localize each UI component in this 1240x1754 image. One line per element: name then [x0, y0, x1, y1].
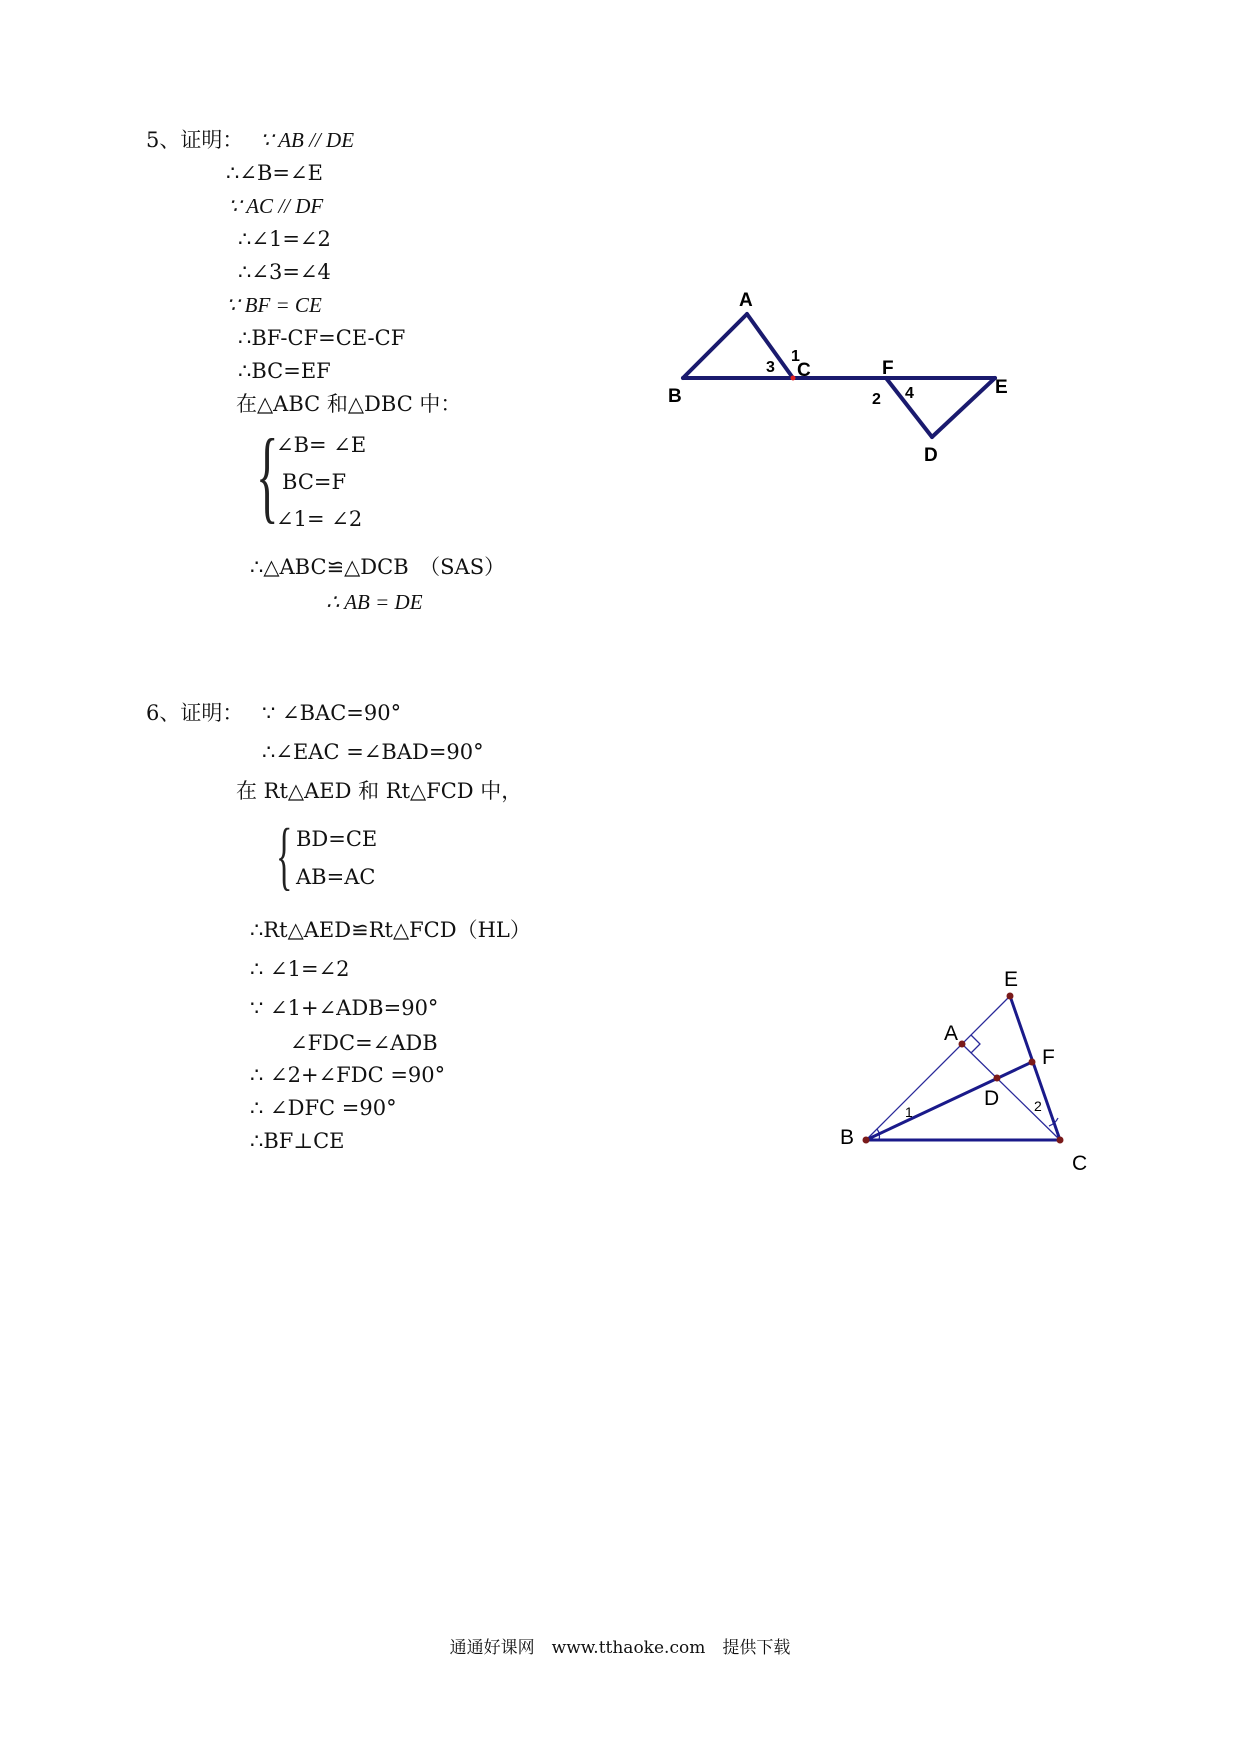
figure-6-points	[863, 993, 1064, 1144]
label-e: E	[1004, 968, 1019, 991]
proof-5-line-9: 在△ABC 和△DBC 中：	[236, 392, 462, 416]
angle-label-1: 1	[905, 1104, 913, 1120]
segment-bf	[866, 1062, 1032, 1140]
label-d: D	[924, 445, 938, 466]
proof-5-conclusion-equal: ∴ AB = DE	[326, 590, 423, 614]
figure-5-lines	[683, 314, 995, 437]
proof-5-line-8: ∴BC=EF	[238, 359, 331, 383]
proof-6-step-1: ∴Rt△AED≌Rt△FCD（HL）	[250, 918, 531, 942]
figure-6-thin-lines	[866, 996, 1060, 1140]
point-e	[1007, 993, 1014, 1000]
label-d: D	[984, 1087, 1000, 1110]
label-a: A	[739, 290, 753, 311]
line-be	[866, 996, 1010, 1140]
proof-5-line-3: ∵ AC // DF	[228, 194, 324, 218]
segment-de	[932, 378, 995, 437]
angle-label-3: 3	[766, 359, 775, 376]
proof-6-step-6: ∴ ∠DFC =90°	[250, 1096, 397, 1120]
page-footer: 通通好课网 www.tthaoke.com 提供下载	[449, 1638, 791, 1658]
proof-6-line-2: ∴∠EAC =∠BAD=90°	[262, 740, 484, 764]
label-a: A	[944, 1022, 959, 1045]
proof-6-line-1: ∵ ∠BAC=90°	[262, 701, 402, 725]
angle-label-4: 4	[905, 385, 914, 402]
label-b: B	[668, 386, 682, 407]
proof-6-step-5: ∴ ∠2+∠FDC =90°	[250, 1063, 446, 1087]
segment-ab	[683, 314, 747, 378]
point-a	[959, 1041, 966, 1048]
figure-6-thick-lines	[866, 996, 1060, 1140]
proof-6-step-4: ∠FDC=∠ADB	[290, 1031, 438, 1055]
point-b	[863, 1137, 870, 1144]
proof-5-line-6: ∵ BF = CE	[226, 293, 322, 317]
proof-5-line-4: ∴∠1=∠2	[238, 227, 331, 251]
proof-6-step-2: ∴ ∠1=∠2	[250, 957, 350, 981]
proof-5-system-1: ∠B= ∠E	[276, 433, 367, 457]
proof-5-brace: {	[256, 418, 279, 533]
proof-5-line-2: ∴∠B=∠E	[226, 161, 323, 185]
point-d	[994, 1075, 1001, 1082]
proof-5-line-5: ∴∠3=∠4	[238, 260, 331, 284]
proof-5-system-3: ∠1= ∠2	[276, 507, 363, 531]
proof-6-brace: {	[276, 814, 293, 898]
proof-5-system-2: BC=F	[282, 470, 347, 494]
angle-label-1: 1	[791, 348, 800, 365]
label-b: B	[840, 1126, 855, 1149]
label-c: C	[1072, 1152, 1088, 1175]
label-f: F	[882, 358, 894, 379]
point-f	[1029, 1059, 1036, 1066]
label-f: F	[1042, 1046, 1055, 1069]
proof-6-step-7: ∴BF⊥CE	[250, 1129, 345, 1153]
proof-6-system-2: AB=AC	[296, 865, 376, 889]
proof-6-system-1: BD=CE	[296, 827, 378, 851]
proof-6-heading: 6、证明：	[146, 701, 244, 725]
label-e: E	[995, 377, 1008, 398]
proof-5-heading: 5、证明：	[146, 128, 244, 152]
angle-label-2: 2	[1034, 1098, 1042, 1114]
label-c: C	[797, 360, 811, 381]
proof-5-line-7: ∴BF-CF=CE-CF	[238, 326, 406, 350]
proof-6-line-3: 在 Rt△AED 和 Rt△FCD 中，	[236, 779, 523, 803]
proof-5-conclusion-congruent: ∴△ABC≌△DCB （SAS）	[250, 555, 506, 579]
right-angle-mark-a	[971, 1035, 980, 1053]
figure-6-diagram	[830, 960, 1100, 1175]
point-c	[1057, 1137, 1064, 1144]
point-c-marker	[791, 376, 796, 381]
proof-5-line-1: ∵ AB // DE	[260, 128, 355, 152]
angle-label-2: 2	[872, 391, 881, 408]
figure-5-diagram	[660, 280, 1040, 470]
proof-6-step-3: ∵ ∠1+∠ADB=90°	[250, 996, 439, 1020]
